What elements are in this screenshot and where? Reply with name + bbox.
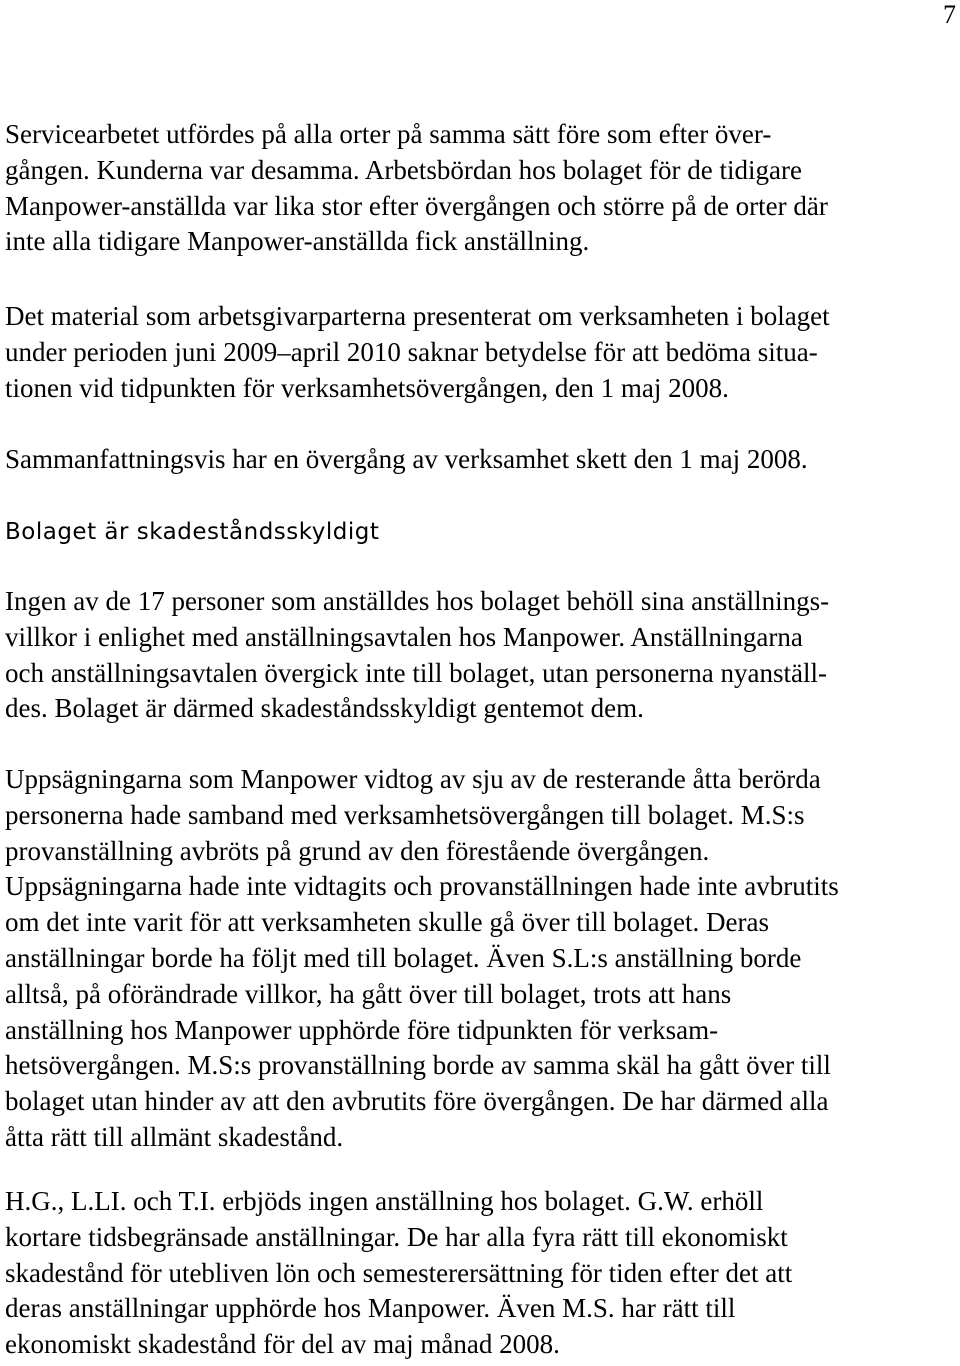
text-line: hetsövergången. M.S:s provanställning borde av samma skäl ha gått över till bbox=[5, 1050, 831, 1081]
text-line: villkor i enlighet med anställningsavtalen hos Manpower. Anställningarna bbox=[5, 621, 803, 652]
paragraph-service-work bbox=[5, 117, 828, 260]
text-line: ekonomiskt skadestånd för del av maj månad 2008. bbox=[5, 1329, 560, 1360]
text-line: Manpower-anställda var lika stor efter övergången och större på de orter där bbox=[5, 190, 828, 221]
text-line: inte alla tidigare Manpower-anställda fick anställning. bbox=[5, 226, 590, 257]
paragraph-material bbox=[5, 299, 830, 406]
text-line: kortare tidsbegränsade anställningar. De har alla fyra rätt till ekonomiskt bbox=[5, 1221, 788, 1252]
text-line: Ingen av de 17 personer som anställdes hos bolaget behöll sina anställnings- bbox=[5, 586, 830, 616]
text-line: anställningar borde ha följt med till bolaget. Även S.L:s anställning borde bbox=[5, 942, 802, 973]
text-line: anställning hos Manpower upphörde före tidpunkten för verksam- bbox=[5, 1014, 719, 1045]
paragraph-economic-damages bbox=[5, 1184, 792, 1363]
text-line: åtta rätt till allmänt skadestånd. bbox=[5, 1121, 344, 1152]
text-line: om det inte varit för att verksamheten skulle gå över till bolaget. Deras bbox=[5, 907, 770, 938]
text-line: Servicearbetet utfördes på alla orter på samma sätt före som efter över- bbox=[5, 119, 772, 149]
text-line: deras anställningar upphörde hos Manpower. Även M.S. har rätt till bbox=[5, 1293, 736, 1324]
text-line: H.G., L.LI. och T.I. erbjöds ingen anställning hos bolaget. G.W. erhöll bbox=[5, 1186, 764, 1216]
text-line: Det material som arbetsgivarparterna presenterat om verksamheten i bolaget bbox=[5, 301, 830, 331]
text-line: des. Bolaget är därmed skadeståndsskyldigt gentemot dem. bbox=[5, 693, 644, 724]
text-line: Uppsägningarna hade inte vidtagits och provanställningen hade inte avbrutits bbox=[5, 871, 839, 902]
text-line: Sammanfattningsvis har en övergång av verksamhet skett den 1 maj 2008. bbox=[5, 444, 808, 474]
text-line: alltså, på oförändrade villkor, ha gått över till bolaget, trots att hans bbox=[5, 978, 732, 1009]
paragraph-no-retention bbox=[5, 584, 829, 727]
text-line: och anställningsavtalen övergick inte till bolaget, utan personerna nyanställ- bbox=[5, 657, 828, 688]
text-line: skadestånd för utebliven lön och semesterersättning för tiden efter det att bbox=[5, 1257, 793, 1288]
paragraph-summary bbox=[5, 442, 808, 478]
paragraph-dismissals bbox=[5, 762, 839, 1156]
text-line: bolaget utan hinder av att den avbrutits före övergången. De har därmed alla bbox=[5, 1086, 829, 1117]
page-number: 7 bbox=[943, 0, 956, 29]
text-line: gången. Kunderna var desamma. Arbetsbördan hos bolaget för de tidigare bbox=[5, 154, 802, 185]
text-line: Uppsägningarna som Manpower vidtog av sju av de resterande åtta berörda bbox=[5, 764, 821, 794]
text-line: under perioden juni 2009–april 2010 saknar betydelse för att bedöma situa- bbox=[5, 336, 818, 367]
heading-text: Bolaget är skadeståndsskyldigt bbox=[5, 519, 380, 545]
section-heading bbox=[5, 515, 379, 551]
text-line: personerna hade samband med verksamhetsövergången till bolaget. M.S:s bbox=[5, 799, 805, 830]
text-line: tionen vid tidpunkten för verksamhetsövergången, den 1 maj 2008. bbox=[5, 372, 729, 403]
text-line: provanställning avbröts på grund av den förestående övergången. bbox=[5, 835, 710, 866]
